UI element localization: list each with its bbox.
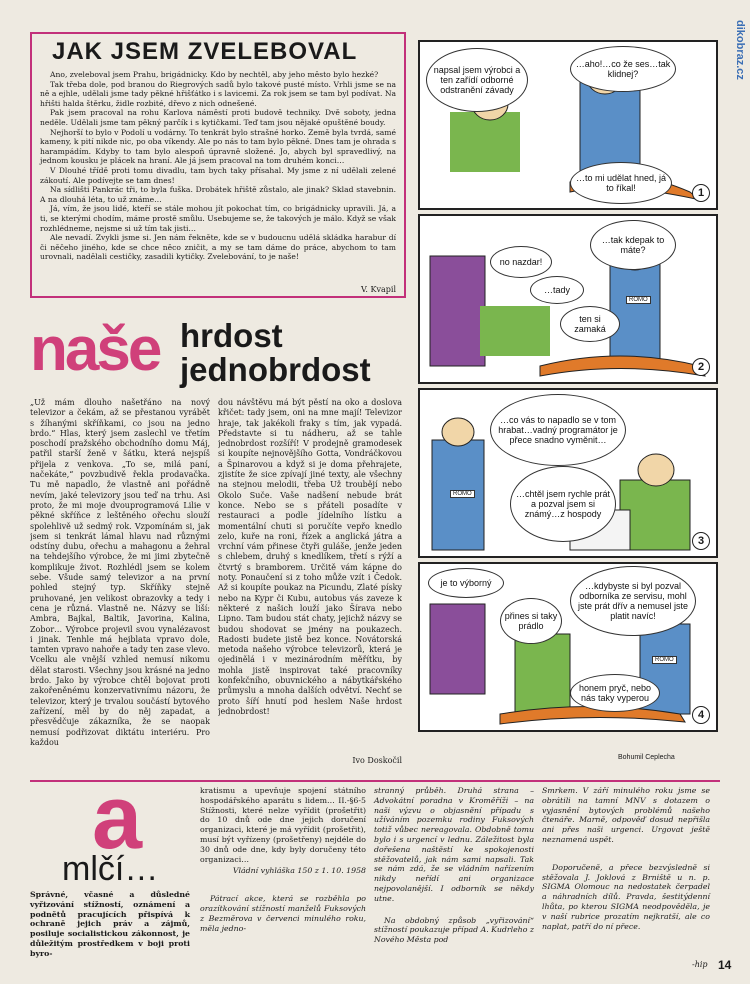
panel-number: 2: [692, 358, 710, 376]
article-title: JAK JSEM ZVELEBOVAL: [52, 38, 358, 65]
comic-panel: [418, 214, 718, 384]
article2-column-1: „Už mám dlouho našetřáno na nový televizor a čekám, až se přestanou vyrábět s žíhanými skříňkami, co jsou na jedno brdo.“ Hlas, který jsem zaslechl ve třetím poschodí pražského obchodního domu Máj, patřil starší ženě v šátku, která nejspíš přijela z venkova. „To se, milá paní, načekáte,“ povzbudivě řekla prodavačka. Tu mě napadlo, že vlastně ani pořádně nevím, jaké televizory jsou teď na trhu. Asi proto, že mi moje dvouprogramová Lilie v pěkné skříňce z leštěného ořechu slouží spolehlivě už sedmý rok. Vzpomínám si, jak jsem si tenkrát lámal hlavu nad různými odstíny dubu, ořechu a mahagonu a žehral na tehdejšího výrobce, že mi jimi zbytečně komplikuje život. Rozhlédl jsem se kolem sebe. Všude samý televizor a na první pohled stejný typ. Skříňky stejně pruhované, jen velikost obrazovky a tedy i cena je různá. Vlastně ne. Názvy se liší: Ambra, Bajkal, Baltik, Javorina, Kalina, Zobor… Výrobce projevil svou vynalézavost i jinak. Tenhle má hejblata vpravo dole, tamten vpravo nahoře a tady ten zase vlevo. Vcelku ale vnější vzhled nemusí nikomu dělat starosti. Všechny jsou krásné na jedno brdo. Jako by výrobce chtěl bojovat proti zakořeněnému konzervativnímu názoru, že televizor, který je trvalou součástí bytového zařízení, měl by do něj zapadat, a přesvědčuje zákazníka, že se naopak nemusí podřizovat diktátu interiéru. Pro každou: [30, 398, 210, 747]
romo-label: ROMO: [652, 656, 677, 664]
column-text: stranný průběh. Druhá strana – Advokátní poradna v Kroměříži – na naši výzvu o objasnění případu s užíváním pozemku rodiny Fuksových totiž vůbec nereagovala. Obdobně tomu bylo i s urgencí v lednu. Záležitost byla dořešena naštěstí ke spokojenosti stěžovatelů, jak nám sami napsali. Tak se nám zdá, že se vládním nařízením nikdy neřídí ani organizace nejpovolanější. I odborník se někdy utne.: [374, 786, 534, 903]
speech-bubble: …tak kdepak to máte?: [590, 220, 676, 270]
author-signature: Ivo Doskočil: [352, 756, 402, 765]
speech-bubble: no nazdar!: [490, 246, 552, 278]
column-text: Doporučeně, a přece bezvýsledně si stěžovala J. Joklová z Brniště u n. p. SIGMA Olomouc na nedostatek čerpadel a náhradních dílů. Pravda, šestitýdenní lhůta, po kterou SIGMA neodpověděla, je v naší rubrice prozatím nejkratší, ale co naplat, patří do ní přece.: [542, 862, 710, 931]
romo-label: ROMO: [450, 490, 475, 498]
headline-hrdost: hrdost: [180, 317, 283, 354]
comic-panel: [418, 388, 718, 558]
speech-bubble: ten si zamaká: [560, 306, 620, 342]
article2-column-2: dou návštěvu má být pěstí na oko a doslova křičet: tady jsem, oni na mne mají! Televizor hraje, tak jakékoli fraky s tím, jak vypadá. Představte si tu nádheru, až se tahle jednobrdost rozšíří! V prodejně gramodesek si koupíte nejnovějšího Gotta, Vondráčkovou a Špinarovou a když si je doma přehrajete, zjistíte že sice zpívají jiné texty, ale všechny na stejnou melodii, třeba Už troubějí nebo Okolo Suče. Vaše nadšení nebude brát konce. Nebo se s přáteli posadíte v restauraci a podle jídelního lístku a momentální chuti si poručíte vepřo knedlo zelo, kuře na roni, řízek a anglická játra a vrchní vám přinese čtyři guláše, jenže jeden s chlebem, druhý s knedlíkem, třetí s rýží a čtvrtý s bramborem. Určitě vám kápne do noty. Ponaučení si z toho může vzít i Čedok. Až si koupíte poukaz na Picundu, Zlaté písky nebo na Kypr či Kubu, autobus vás zaveze k některé z našich louží jako Šírava nebo Lipno. Tam budou stát chaty, jejichž názvy se budou shodovat se jmény na poukazech. Radosti budete jistě bez konce. Novátorská metoda našeho výrobce televizorů, která je ojedinělá i v mezinárodním měřítku, by mohla jistě inspirovat také pracovníky konfekčního, obuvnického a nábytkářského průmyslu a mnoha dalších odvětví. Nechť se proto šíří hnutí pod heslem Naše hrdost jednobrdost!: [218, 398, 402, 716]
article3-column-4: [542, 786, 710, 931]
speech-bubble: …to mi udělat hned, já to říkal!: [570, 162, 672, 204]
article3-title: mlčí…: [62, 850, 159, 888]
article3-column-2: [200, 786, 366, 933]
speech-bubble: je to výborný: [428, 568, 504, 598]
paragraph: Tak třeba dole, pod branou do Riegrových sadů bylo takové pusté místo. Vrhli jsme se na ně a ejhle, udělali jsme tady pěkné hřišťátko i s lavicemi. Za rok jsem se tam byl podívat. Na hřišti halda štěrku, židle rozbité, dřevo z nich odnešené.: [40, 79, 396, 108]
speech-bubble: honem pryč, nebo nás taky vyperou: [570, 674, 660, 712]
paragraph: Nejhorší to bylo v Podolí u vodárny. To tenkrát bylo strašné horko. Země byla tvrdá, samé kameny, k pití nikde nic, po oba víkendy. Ale po nás to tam bylo pěkné. Dnes tam je ohrada s harampádím. Kdyby to tam bylo alespoň úpravně složené. Jo, abych byl spravedlivý, na jednom kousku je plácek na hraní. Ale já jsem pracoval na tom druhém konci…: [40, 127, 396, 166]
comic-panel: [418, 562, 718, 732]
paragraph: Na sídlišti Pankrác tři, to byla fuška. Drobátek hřiště zůstalo, ale jinak? Sklad stavebnin. A na dlouhá léta, to už známe…: [40, 185, 396, 204]
speech-bubble: …tady: [530, 276, 584, 304]
big-letter-a: a: [92, 768, 143, 868]
author-signature: V. Kvapil: [361, 285, 396, 294]
paragraph: V Dlouhé třídě proti tomu divadlu, tam bych taky přísahal. My jsme z ní udělali zelené zákoutí. Ale podívejte se tam dnes!: [40, 165, 396, 185]
paragraph: Pak jsem pracoval na rohu Karlova náměstí proti budově techniky. Dvě soboty, jedna neděle. Udělali jsme tam pěkný parčík i s kytičkami. Teď tam jsou nějaké opuštěné boudy.: [40, 108, 396, 127]
source-note: Vládní vyhláška 150 z 1. 10. 1958: [232, 866, 366, 876]
paragraph: Ano, zveleboval jsem Prahu, brigádnicky. Kdo by nechtěl, aby jeho město bylo hezké?: [50, 70, 379, 79]
column-text: Pátrací akce, která se rozběhla po orazítkování stížností manželů Fuksových z Bezměrova v červenci minulého roku, měla jedno-: [200, 894, 366, 933]
article-body: [40, 70, 396, 262]
headline-nase: naše: [30, 315, 160, 384]
speech-bubble: …co vás to napadlo se v tom hrabat…vadný programátor je přece snadno vyměnit…: [490, 394, 626, 466]
site-watermark: dikobraz.cz: [734, 20, 746, 80]
column-text: Na obdobný způsob „vyřizování“ stížností poukazuje případ A. Kudrleho z Nového Města pod: [374, 915, 534, 945]
speech-bubble: …chtěl jsem rychle prát a pozval jsem si známý…z hospody: [510, 466, 616, 542]
article3-column-3: [374, 786, 534, 945]
paragraph: Ale nevadí. Zvykli jsme si. Jen nám řekněte, kde se v budoucnu udělá skládka harabur dí či něčeho jiného, kde se chce něco zničit, a my se tam dáme do práce, abychom to tam urovnali, nadělali cestičky, zasadili kytičky. Zvelebování, to je naše!: [40, 233, 396, 262]
panel-number: 4: [692, 706, 710, 724]
speech-bubble: …kdybyste si byl pozval odborníka ze servisu, mohl jste prát dřív a nemusel jste platit navíc!: [570, 566, 696, 636]
panel-number: 1: [692, 184, 710, 202]
headline-jednobrdost: jednobrdost: [180, 351, 371, 388]
column-text: kratismu a upevňuje spojení státního hospodářského aparátu s lidem… II.-§6-5 Stížnosti, které nelze vyřídit (prošetřit) do 10 dnů ode dne jejich doručení organizaci, které je má vyřídit (prošetřit), musí být vyřízeny (prošetřeny) nejdéle do 30 dnů ode dne, kdy byly doručeny této organizaci…: [200, 786, 366, 864]
article3-intro: Správné, včasné a důsledné vyřizování stížností, oznámení a podnětů pracujících přispívá k ochraně jejich práv a zájmů, posiluje socialistickou zákonnost, je důležitým prostředkem v boji proti byro-: [30, 890, 190, 958]
article-box-zveleboval: [30, 32, 406, 298]
comic-credit: Bohumil Ceplecha: [618, 754, 675, 761]
paragraph: Já, vím, že jsou lidé, kteří se stále mohou jít pokochat tím, co brigádnicky upravili. Já, a ti, se kterými chodím, máme prostě smůlu. Usebujeme se, že takových je málo. Když se však rozhlédneme, nejsme si už tím tak jisti…: [40, 204, 396, 233]
speech-bubble: přines si taky prádlo: [500, 598, 562, 644]
romo-label: ROMO: [626, 296, 651, 304]
comic-strip: [418, 40, 718, 770]
speech-bubble: napsal jsem výrobci a ten zařídí odborné odstranění závady: [426, 48, 528, 112]
comic-panel: [418, 40, 718, 210]
column-text: Smrkem. V září minulého roku jsme se obrátili na tamní MNV s dotazem o vyjasnění bytových problémů našeho čtenáře. Marně, odpověď dosud nepřišla ani přes naši urgenci. Urgovat ještě neznamená uspět.: [542, 786, 710, 844]
panel-number: 3: [692, 532, 710, 550]
signature: -hip: [692, 960, 708, 969]
speech-bubble: …aho!…co že ses…tak klidnej?: [570, 46, 676, 92]
page-number: 14: [718, 958, 732, 972]
